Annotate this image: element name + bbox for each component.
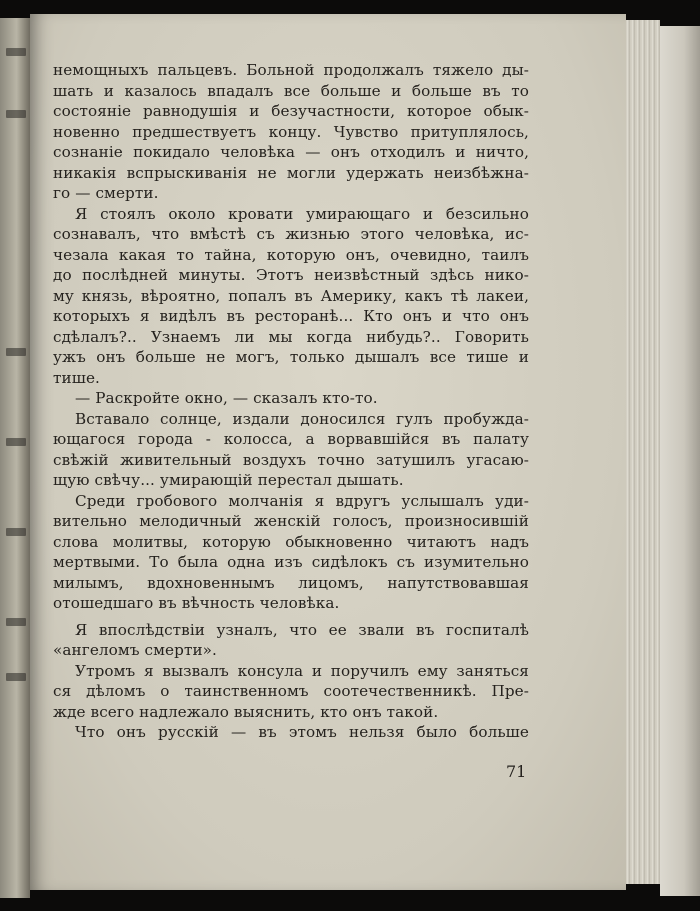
text-line: новенно предшествуетъ концу. Чувство притуплялось,: [53, 122, 529, 141]
text-line: шать и казалось впадалъ все больше и больше въ то: [53, 81, 529, 100]
text-line: Утромъ я вызвалъ консула и поручилъ ему заняться: [75, 661, 529, 680]
text-line: «ангеломъ смерти».: [53, 641, 217, 659]
text-line: Вставало солнце, издали доносился гулъ пробужда-: [75, 409, 529, 428]
facing-page-edge: [0, 18, 30, 898]
text-line: го — смерти.: [53, 184, 159, 202]
text-line: сдѣлалъ?.. Узнаемъ ли мы когда нибудь?.. Говорить: [53, 327, 529, 346]
page-number: 71: [506, 762, 527, 781]
text-line: свѣжій живительный воздухъ точно затушилъ угасаю-: [53, 450, 529, 469]
text-line: Я стоялъ около кровати умирающаго и безсильно: [75, 204, 529, 223]
text-line: отошедшаго въ вѣчность человѣка.: [53, 594, 340, 612]
paragraph: [53, 722, 529, 743]
paragraph: [53, 491, 529, 614]
text-line: щую свѣчу... умирающій перестал дышать.: [53, 471, 404, 489]
text-line: никакія вспрыскиванія не могли удержать неизбѣжна-: [53, 163, 529, 182]
paragraph: [53, 60, 529, 204]
paragraph: [53, 388, 529, 409]
text-line: мертвыми. То была одна изъ сидѣлокъ съ изумительно: [53, 553, 529, 571]
text-line: жде всего надлежало выяснить, кто онъ такой.: [53, 702, 439, 721]
page-stack-edges: [626, 20, 660, 884]
text-line: состояніе равнодушія и безучастности, которое обык-: [53, 102, 529, 120]
paragraph: [53, 661, 529, 723]
text-line: немощныхъ пальцевъ. Больной продолжалъ тяжело ды-: [53, 61, 529, 79]
text-line: сознавалъ, что вмѣстѣ съ жизнью этого человѣка, ис-: [53, 225, 529, 243]
text-line: вительно мелодичный женскій голосъ, произносившій: [53, 512, 529, 530]
text-line: сознаніе покидало человѣка — онъ отходилъ и ничто,: [53, 143, 529, 161]
text-line: му князь, вѣроятно, попалъ въ Америку, какъ тѣ лакеи,: [53, 286, 529, 305]
text-line: ся дѣломъ о таинственномъ соотечественникѣ. Пре-: [53, 682, 529, 700]
paragraph: [53, 620, 529, 661]
paragraph: [53, 409, 529, 491]
text-line: ужъ онъ больше не могъ, только дышалъ все тише и: [53, 348, 529, 366]
text-line: Я впослѣдствіи узналъ, что ее звали въ госпиталѣ: [75, 620, 529, 639]
text-line: слова молитвы, которую обыкновенно читаютъ надъ: [53, 532, 529, 551]
text-line: которыхъ я видѣлъ въ ресторанѣ... Кто онъ и что онъ: [53, 307, 529, 325]
text-line: Что онъ русскій — въ этомъ нельзя было больше: [75, 723, 529, 741]
text-line: до послѣдней минуты. Этотъ неизвѣстный здѣсь нико-: [53, 266, 529, 284]
text-line: тише.: [53, 368, 100, 387]
text-line: — Раскройте окно, — сказалъ кто-то.: [75, 389, 378, 407]
text-line: ющагося города - колосса, а ворвавшійся въ палату: [53, 430, 529, 448]
text-line: чезала какая то тайна, которую онъ, очевидно, таилъ: [53, 245, 529, 264]
paragraph: [53, 204, 529, 389]
book-cover-edge: [660, 26, 700, 896]
text-line: Среди гробового молчанія я вдругъ услышалъ уди-: [75, 491, 529, 510]
text-line: милымъ, вдохновеннымъ лицомъ, напутствовавшая: [53, 573, 529, 592]
page-text: [53, 60, 529, 743]
